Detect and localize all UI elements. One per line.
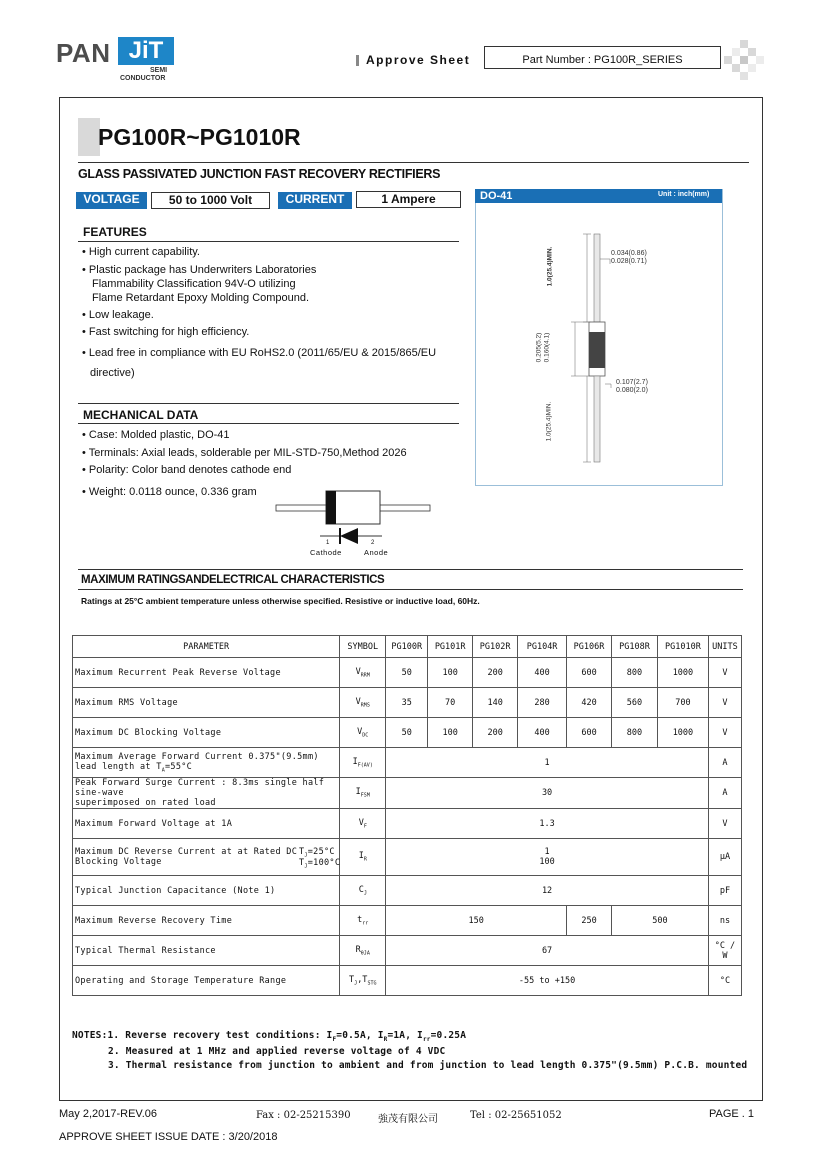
mechanical-heading: MECHANICAL DATA <box>83 408 199 422</box>
mechanical-item: • Weight: 0.0118 ounce, 0.336 gram <box>82 486 257 498</box>
table-row: Peak Forward Surge Current : 8.3ms single half sine-wave superimposed on rated load $I_{FSM}$ 30 A <box>73 778 742 809</box>
footer-date-rev: May 2,2017-REV.06 <box>59 1108 158 1120</box>
feature-item: • Fast switching for high efficiency. <box>82 326 250 338</box>
subtitle: GLASS PASSIVATED JUNCTION FAST RECOVERY RECTIFIERS <box>78 167 441 181</box>
approve-sheet-marker <box>356 55 359 66</box>
header-cell: PG104R <box>518 636 567 658</box>
table-row: Typical Thermal Resistance $R_{\theta JA}$ 67 °C / W <box>73 936 742 966</box>
diode-package-drawing <box>270 485 450 560</box>
logo-jit-badge: JiT <box>118 37 174 65</box>
table-row: Maximum Reverse Recovery Time $t_{rr}$ 150 250 500 ns <box>73 906 742 936</box>
pin2-label: 2 <box>371 540 375 546</box>
package-unit: Unit : inch(mm) <box>658 191 710 198</box>
current-value: 1 Ampere <box>356 191 461 208</box>
feature-item: directive) <box>90 367 135 379</box>
dim-body-dia-min: 0.080(2.0) <box>616 387 648 394</box>
feature-item: • Lead free in compliance with EU RoHS2.0 (2011/65/EU & 2015/865/EU <box>82 347 437 359</box>
table-row: Operating and Storage Temperature Range $T_J,T_{STG}$ -55 to +150 °C <box>73 966 742 996</box>
cathode-label: Cathode <box>310 548 342 557</box>
logo-pan-text: PAN <box>56 38 111 68</box>
ratings-top-divider <box>78 569 743 570</box>
approve-sheet-label: Approve Sheet <box>366 53 471 67</box>
footer-tel: Tel : 02-25651052 <box>470 1110 562 1121</box>
header-cell: PG100R <box>386 636 428 658</box>
voltage-label: VOLTAGE <box>76 192 147 209</box>
logo-conductor-text: CONDUCTOR <box>120 75 166 82</box>
table-row: Maximum Average Forward Current 0.375"(9.5mm) lead length at $T_A=55^\circ C$ $I_{F(AV)}$ 1 A <box>73 748 742 778</box>
footer-company: 強茂有限公司 <box>378 1114 438 1125</box>
features-heading: FEATURES <box>83 225 147 239</box>
pin1-label: 1 <box>326 540 330 546</box>
header-cell: PG102R <box>473 636 518 658</box>
features-divider <box>78 241 459 242</box>
ratings-table <box>72 635 742 996</box>
ratings-note: Ratings at 25°C ambient temperature unless otherwise specified. Resistive or inductive load, 60Hz. <box>81 596 480 606</box>
footer-page: PAGE . 1 <box>709 1108 755 1120</box>
page-title: PG100R~PG1010R <box>98 124 301 150</box>
ratings-heading: MAXIMUM RATINGSANDELECTRICAL CHARACTERISTICS <box>81 574 385 586</box>
current-label: CURRENT <box>278 192 352 209</box>
header-cell: PG108R <box>612 636 658 658</box>
dim-body-length-max: 0.205(5.2) <box>535 332 543 363</box>
table-row: Maximum Recurrent Peak Reverse Voltage $V_{RRM}$ 50 100 200 400 600 800 1000 V <box>73 658 742 688</box>
dim-lead-length-top: 1.0(25.4)MIN. <box>546 246 554 287</box>
header-cell: UNITS <box>708 636 741 658</box>
table-header-row <box>73 636 742 658</box>
part-number-box: Part Number : PG100R_SERIES <box>484 46 721 69</box>
footer-issue-date: APPROVE SHEET ISSUE DATE : 3/20/2018 <box>59 1131 278 1143</box>
header-cell: PARAMETER <box>73 636 340 658</box>
header-cell: PG106R <box>567 636 612 658</box>
table-row: Typical Junction Capacitance (Note 1) $C_J$ 12 pF <box>73 876 742 906</box>
package-name: DO-41 <box>480 190 513 202</box>
dim-lead-dia-max: 0.034(0.86) <box>611 250 647 257</box>
table-row: Maximum Forward Voltage at 1A $V_F$ 1.3 V <box>73 809 742 839</box>
feature-item: Flammability Classification 94V-O utilizing <box>92 278 296 290</box>
dim-lead-length-bottom: 1.0(25.4)MIN. <box>545 401 553 442</box>
table-row: Maximum DC Reverse Current at at Rated DC Blocking Voltage $T_J=25^\circ C$ $T_J=100^\circ C$ $I_R$ 1 100 μA <box>73 839 742 876</box>
feature-item: • Low leakage. <box>82 309 154 321</box>
note-3: 3. Thermal resistance from junction to ambient and from junction to lead length 0.375"(9.5mm) P.C.B. mounted <box>108 1060 748 1071</box>
mechanical-item: • Terminals: Axial leads, solderable per MIL-STD-750,Method 2026 <box>82 447 407 459</box>
voltage-value: 50 to 1000 Volt <box>151 192 270 209</box>
note-1: NOTES:1. Reverse recovery test conditions: $I_F=0.5A$, $I_R=1A$, $I_{rr}=0.25A$ <box>72 1030 467 1043</box>
ratings-divider <box>78 589 743 590</box>
mechanical-item: • Case: Molded plastic, DO-41 <box>82 429 230 441</box>
mechanical-divider <box>78 423 459 424</box>
feature-item: • High current capability. <box>82 246 200 258</box>
title-accent <box>78 118 100 156</box>
mechanical-top-divider <box>78 403 459 404</box>
decorative-squares-icon <box>724 40 764 80</box>
footer-fax: Fax : 02-25215390 <box>256 1110 351 1121</box>
anode-label: Anode <box>364 548 389 557</box>
dim-body-length-min: 0.160(4.1) <box>543 332 551 363</box>
dim-body-dia-max: 0.107(2.7) <box>616 379 648 386</box>
table-row: Maximum RMS Voltage $V_{RMS}$ 35 70 140 280 420 560 700 V <box>73 688 742 718</box>
feature-item: • Plastic package has Underwriters Laboratories <box>82 264 317 276</box>
feature-item: Flame Retardant Epoxy Molding Compound. <box>92 292 310 304</box>
header-cell: PG1010R <box>657 636 708 658</box>
logo-semi-text: SEMI <box>150 67 168 74</box>
title-divider <box>78 162 749 163</box>
note-2: 2. Measured at 1 MHz and applied reverse voltage of 4 VDC <box>108 1046 446 1057</box>
dim-lead-dia-min: 0.028(0.71) <box>611 258 647 265</box>
header-cell: PG101R <box>428 636 473 658</box>
table-row: Maximum DC Blocking Voltage $V_{DC}$ 50 100 200 400 600 800 1000 V <box>73 718 742 748</box>
header-cell: SYMBOL <box>340 636 386 658</box>
mechanical-item: • Polarity: Color band denotes cathode end <box>82 464 292 476</box>
package-outline-drawing <box>475 204 721 484</box>
